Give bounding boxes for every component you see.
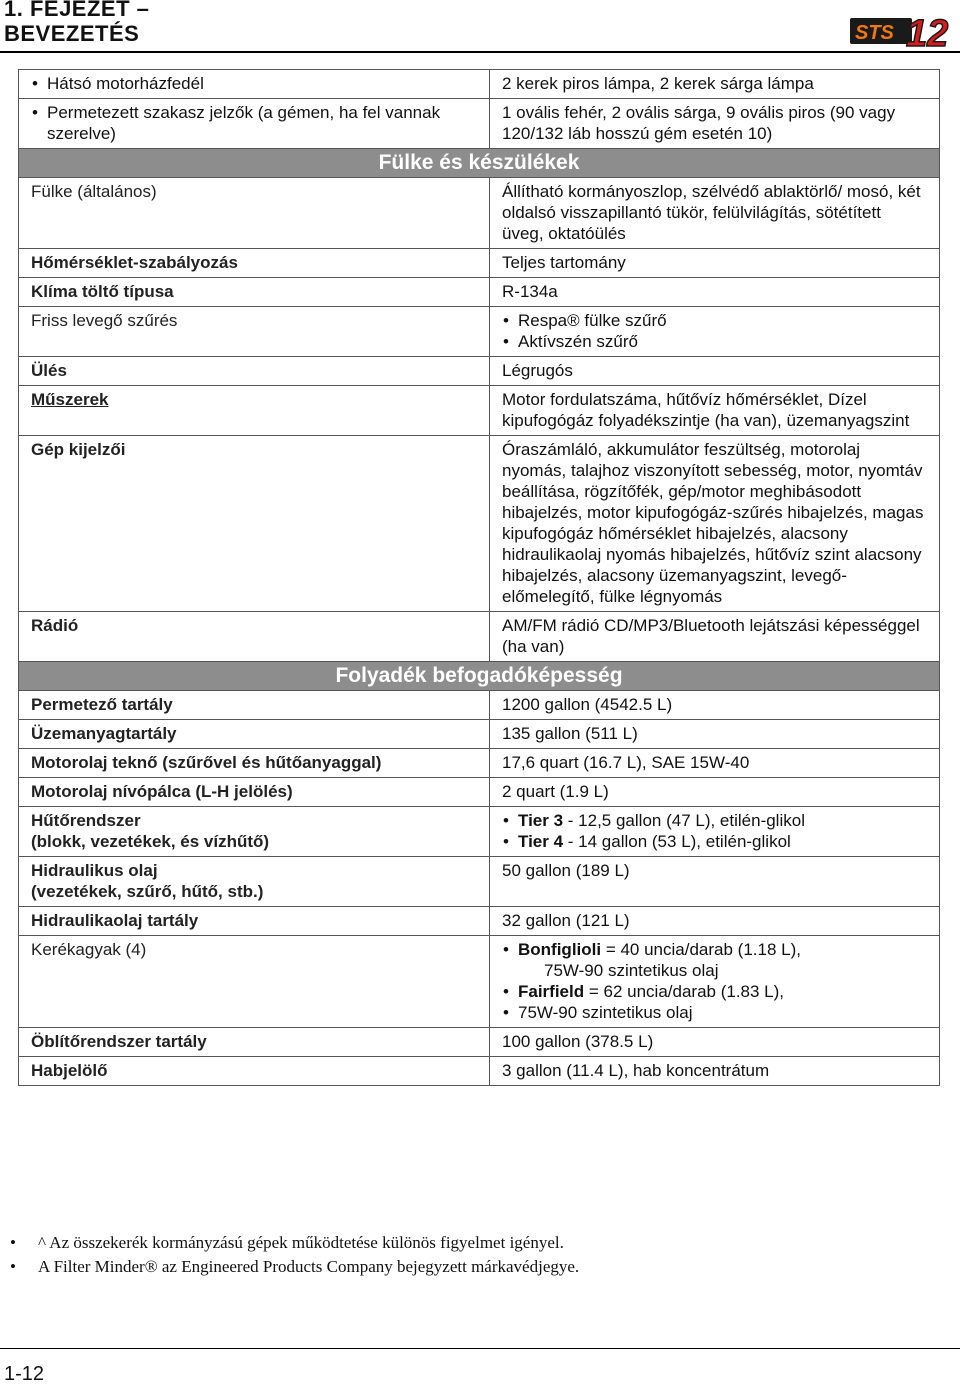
- spec-value: 32 gallon (121 L): [490, 907, 940, 936]
- spec-label: Habjelölő: [19, 1057, 490, 1086]
- table-row: [19, 612, 940, 662]
- footer-rule: [0, 1348, 960, 1349]
- table-row: [19, 70, 940, 99]
- spec-label: Fülke (általános): [19, 178, 490, 249]
- svg-text:STS: STS: [855, 22, 894, 44]
- spec-label: Hőmérséklet-szabályozás: [19, 249, 490, 278]
- spec-value: 1200 gallon (4542.5 L): [490, 691, 940, 720]
- table-row: [19, 249, 940, 278]
- spec-label: Üzemanyagtartály: [19, 720, 490, 749]
- page-number: 1-12: [4, 1363, 45, 1385]
- spec-value: Légrugós: [490, 357, 940, 386]
- table-row: [19, 720, 940, 749]
- section-header-cab: Fülke és készülékek: [19, 149, 940, 178]
- spec-label: Motorolaj teknő (szűrővel és hűtőanyaggal): [19, 749, 490, 778]
- table-row: [19, 936, 940, 1028]
- spec-label-line: (vezetékek, szűrő, hűtő, stb.): [31, 882, 264, 901]
- table-row: [19, 691, 940, 720]
- list-item: • Aktívszén szűrő: [502, 331, 927, 352]
- spec-value: 1 ovális fehér, 2 ovális sárga, 9 ovális piros (90 vagy 120/132 láb hosszú gém esetén 10): [490, 99, 940, 149]
- chapter-title-line2: BEVEZETÉS: [4, 21, 140, 46]
- spec-value: 100 gallon (378.5 L): [490, 1028, 940, 1057]
- list-item: [502, 831, 927, 852]
- spec-value: Motor fordulatszáma, hűtővíz hőmérséklet, Dízel kipufogógáz folyadékszintje (ha van), üzemanyagszint: [490, 386, 940, 436]
- brand-label: Bonfiglioli: [518, 940, 602, 959]
- spec-value: 2 kerek piros lámpa, 2 kerek sárga lámpa: [490, 70, 940, 99]
- table-row: [19, 749, 940, 778]
- spec-label: Motorolaj nívópálca (L-H jelölés): [19, 778, 490, 807]
- table-row: [19, 907, 940, 936]
- list-item: • Respa® fülke szűrő: [502, 310, 927, 331]
- brand-label: Fairfield: [518, 982, 585, 1001]
- spec-label: [19, 857, 490, 907]
- spec-value: 17,6 quart (16.7 L), SAE 15W-40: [490, 749, 940, 778]
- header-rule: [0, 51, 960, 53]
- list-item: • 75W-90 szintetikus olaj: [502, 1002, 927, 1023]
- section-header-row: [19, 662, 940, 691]
- sts12-logo: [850, 8, 954, 50]
- brand-value: = 62 uncia/darab (1.83 L),: [584, 982, 785, 1001]
- spec-value: Óraszámláló, akkumulátor feszültség, motorolaj nyomás, talajhoz viszonyított sebesség, motor, nyomtáv beállítása, rögzítőfék, gép/motor meghibásodott hibajelzés, motor kipufogógáz-szűrés hibajelzés, magas kipufogógáz hőmérséklet hibajelzés, alacsony hidraulikaolaj nyomás hibajelzés, hűtővíz szint alacsony hibajelzés, alacsony üzemanyagszint, levegő-előmelegítő, fülke légnyomás: [490, 436, 940, 612]
- spec-label: [19, 807, 490, 857]
- tier-value: - 12,5 gallon (47 L), etilén-glikol: [563, 811, 805, 830]
- spec-label-line: Hidraulikus olaj: [31, 861, 158, 880]
- table-row: [19, 857, 940, 907]
- spec-label: Friss levegő szűrés: [19, 307, 490, 357]
- footnote: • A Filter Minder® az Engineered Products Company bejegyzett márkavédjegye.: [10, 1255, 579, 1279]
- spec-value: R-134a: [490, 278, 940, 307]
- table-row: [19, 357, 940, 386]
- spec-label: Műszerek: [19, 386, 490, 436]
- chapter-title: [4, 0, 149, 46]
- spec-label: • Hátsó motorházfedél: [31, 73, 477, 94]
- spec-table: [18, 69, 940, 1086]
- spec-value: 3 gallon (11.4 L), hab koncentrátum: [490, 1057, 940, 1086]
- chapter-title-line1: 1. FEJEZET –: [4, 0, 150, 21]
- table-row: [19, 386, 940, 436]
- spec-label: Hidraulikaolaj tartály: [19, 907, 490, 936]
- spec-value: 135 gallon (511 L): [490, 720, 940, 749]
- section-header-fluid: Folyadék befogadóképesség: [19, 662, 940, 691]
- tier-label: Tier 3: [518, 811, 564, 830]
- table-row: [19, 307, 940, 357]
- spec-label: Gép kijelzői: [19, 436, 490, 612]
- table-row: [19, 807, 940, 857]
- spec-label-line: (blokk, vezetékek, és vízhűtő): [31, 832, 270, 851]
- table-row: [19, 1028, 940, 1057]
- footnote: • ^ Az összekerék kormányzású gépek működtetése különös figyelmet igényel.: [10, 1231, 579, 1255]
- section-header-row: [19, 149, 940, 178]
- table-row: [19, 778, 940, 807]
- spec-label: Ülés: [19, 357, 490, 386]
- spec-value: 2 quart (1.9 L): [490, 778, 940, 807]
- spec-label: Kerékagyak (4): [19, 936, 490, 1028]
- spec-value: Állítható kormányoszlop, szélvédő ablaktörlő/ mosó, két oldalsó visszapillantó tükör, felülvilágítás, sötétített üveg, oktatóülés: [490, 178, 940, 249]
- footnotes: [10, 1231, 579, 1279]
- table-row: [19, 99, 940, 149]
- spec-value: 50 gallon (189 L): [490, 857, 940, 907]
- brand-value-cont: 75W-90 szintetikus olaj: [544, 961, 719, 980]
- tier-label: Tier 4: [518, 832, 564, 851]
- spec-label: Klíma töltő típusa: [19, 278, 490, 307]
- table-row: [19, 436, 940, 612]
- brand-value: = 40 uncia/darab (1.18 L),: [601, 940, 801, 959]
- svg-text:12: 12: [906, 13, 949, 50]
- table-row: [19, 1057, 940, 1086]
- spec-value: AM/FM rádió CD/MP3/Bluetooth lejátszási képességgel (ha van): [490, 612, 940, 662]
- spec-label: Permetező tartály: [19, 691, 490, 720]
- tier-value: - 14 gallon (53 L), etilén-glikol: [563, 832, 791, 851]
- table-row: [19, 178, 940, 249]
- list-item: [502, 810, 927, 831]
- spec-label: Rádió: [19, 612, 490, 662]
- spec-label-line: Hűtőrendszer: [31, 811, 141, 830]
- spec-value: Teljes tartomány: [490, 249, 940, 278]
- spec-label: Öblítőrendszer tartály: [19, 1028, 490, 1057]
- table-row: [19, 278, 940, 307]
- spec-label: • Permetezett szakasz jelzők (a gémen, ha fel vannak szerelve): [31, 102, 477, 144]
- list-item: [502, 981, 927, 1002]
- list-item: [502, 939, 927, 981]
